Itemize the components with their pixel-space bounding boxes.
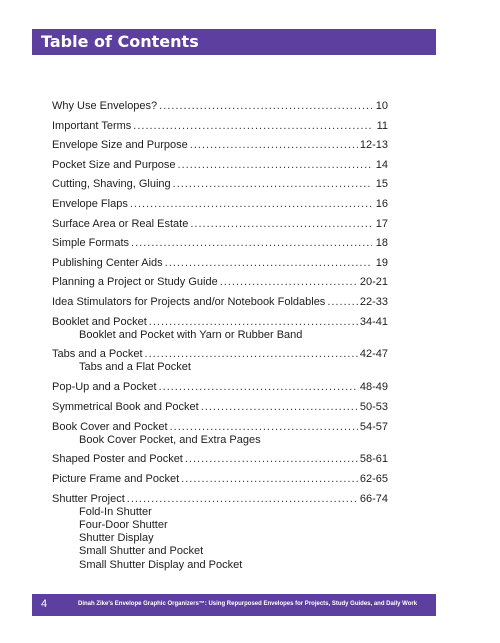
dot-leader	[133, 120, 372, 133]
toc-entry-title: Book Cover and Pocket	[52, 420, 168, 433]
toc-entry-title: Idea Stimulators for Projects and/or Notebook Foldables	[52, 295, 326, 308]
toc-page-number: 19	[375, 256, 388, 269]
toc-page-number: 54-57	[359, 420, 388, 433]
dot-leader	[145, 348, 358, 361]
toc-row	[52, 421, 388, 434]
toc-entry	[52, 100, 388, 113]
dot-leader	[201, 401, 358, 414]
toc-entry	[52, 401, 388, 414]
toc-page-number: 22-33	[359, 295, 388, 308]
toc-subentry: Fold-In Shutter	[79, 505, 152, 518]
toc-entry-title: Why Use Envelopes?	[52, 100, 158, 112]
toc-entry	[52, 120, 388, 133]
toc-entry	[52, 296, 388, 309]
toc-entry-title: Important Terms	[52, 119, 132, 132]
toc-page-number: 11	[376, 119, 388, 132]
toc-row	[52, 316, 388, 329]
toc-entry	[52, 178, 388, 191]
title-bar	[32, 29, 436, 55]
toc-page-number: 10	[375, 100, 388, 112]
toc-entry	[52, 473, 388, 486]
dot-leader	[131, 237, 372, 250]
toc-entry-title: Envelope Flaps	[52, 197, 128, 210]
toc-subentry: Small Shutter and Pocket	[79, 545, 204, 558]
toc-row	[52, 198, 388, 211]
toc-page-number: 66-74	[359, 492, 388, 505]
dot-leader	[170, 421, 358, 434]
dot-leader	[159, 100, 372, 113]
toc-row	[52, 493, 388, 506]
toc-page-number: 14	[375, 158, 388, 171]
toc-entry-title: Picture Frame and Pocket	[52, 472, 180, 485]
toc-entry-title: Cutting, Shaving, Gluing	[52, 178, 171, 191]
toc-entry-title: Shutter Project	[52, 492, 125, 505]
toc-row	[52, 348, 388, 361]
toc-page-number: 58-61	[359, 453, 388, 466]
dot-leader	[220, 276, 358, 289]
toc-subentry: Tabs and a Flat Pocket	[79, 361, 191, 374]
toc-row	[52, 381, 388, 394]
dot-leader	[165, 257, 372, 270]
toc-row	[52, 139, 388, 152]
toc-row	[52, 401, 388, 414]
toc-row	[52, 159, 388, 172]
toc-row	[52, 237, 388, 250]
toc-entry	[52, 237, 388, 250]
toc-row	[52, 178, 388, 191]
toc-entry-title: Publishing Center Aids	[52, 256, 163, 269]
toc-entry	[52, 218, 388, 231]
dot-leader	[173, 178, 372, 191]
toc-entry-title: Pocket Size and Purpose	[52, 158, 176, 171]
toc-page-number: 18	[375, 237, 388, 250]
footer-book-title: Dinah Zike's Envelope Graphic Organizers™: Using Repurposed Envelopes for Projects, Study Guides, and Daily Work	[78, 601, 418, 607]
toc-row	[52, 218, 388, 231]
toc-page-number: 15	[375, 178, 388, 191]
toc-page-number: 62-65	[359, 472, 388, 485]
toc-entry	[52, 348, 388, 374]
toc-entry-title: Planning a Project or Study Guide	[52, 276, 218, 289]
table-of-contents	[52, 100, 388, 579]
dot-leader	[190, 139, 358, 152]
dot-leader	[149, 316, 358, 329]
toc-row	[52, 276, 388, 289]
toc-entry-title: Tabs and a Pocket	[52, 348, 143, 361]
toc-entry-title: Symmetrical Book and Pocket	[52, 400, 199, 413]
toc-entry-title: Surface Area or Real Estate	[52, 217, 189, 230]
toc-row	[52, 100, 388, 113]
toc-entry	[52, 421, 388, 447]
toc-page-number: 48-49	[359, 381, 388, 394]
toc-subentry: Booklet and Pocket with Yarn or Rubber Band	[79, 328, 303, 341]
toc-page-number: 42-47	[359, 348, 388, 361]
footer-page-number: 4	[41, 598, 48, 610]
toc-row	[52, 296, 388, 309]
dot-leader	[327, 296, 358, 309]
toc-page-number: 20-21	[359, 276, 388, 289]
toc-page-number: 12-13	[359, 139, 388, 152]
toc-entry	[52, 493, 388, 572]
toc-subentry: Shutter Display	[79, 532, 154, 545]
toc-entry	[52, 453, 388, 466]
dot-leader	[190, 218, 372, 231]
toc-page-number: 17	[375, 217, 388, 230]
toc-entry-title: Envelope Size and Purpose	[52, 139, 188, 152]
toc-page-number: 16	[375, 197, 388, 210]
toc-row	[52, 453, 388, 466]
toc-subentry: Four-Door Shutter	[79, 518, 168, 531]
toc-row	[52, 257, 388, 270]
toc-row	[52, 473, 388, 486]
toc-page-number: 50-53	[359, 400, 388, 413]
toc-entry-title: Shaped Poster and Pocket	[52, 453, 183, 466]
toc-subentry: Small Shutter Display and Pocket	[79, 558, 243, 571]
toc-subentry: Book Cover Pocket, and Extra Pages	[79, 433, 261, 446]
toc-entry-title: Booklet and Pocket	[52, 315, 147, 328]
toc-entry	[52, 159, 388, 172]
toc-page-number: 34-41	[359, 315, 388, 328]
dot-leader	[185, 453, 358, 466]
dot-leader	[159, 381, 358, 394]
toc-entry	[52, 198, 388, 211]
toc-row	[52, 120, 388, 133]
footer-bar	[32, 594, 436, 616]
dot-leader	[127, 493, 358, 506]
dot-leader	[178, 159, 372, 172]
toc-entry	[52, 139, 388, 152]
toc-entry-title: Simple Formats	[52, 237, 130, 250]
dot-leader	[130, 198, 372, 211]
toc-entry-title: Pop-Up and a Pocket	[52, 381, 157, 394]
toc-entry	[52, 316, 388, 342]
dot-leader	[181, 473, 358, 486]
toc-entry	[52, 276, 388, 289]
page-title: Table of Contents	[41, 32, 199, 51]
toc-entry	[52, 257, 388, 270]
toc-entry	[52, 381, 388, 394]
